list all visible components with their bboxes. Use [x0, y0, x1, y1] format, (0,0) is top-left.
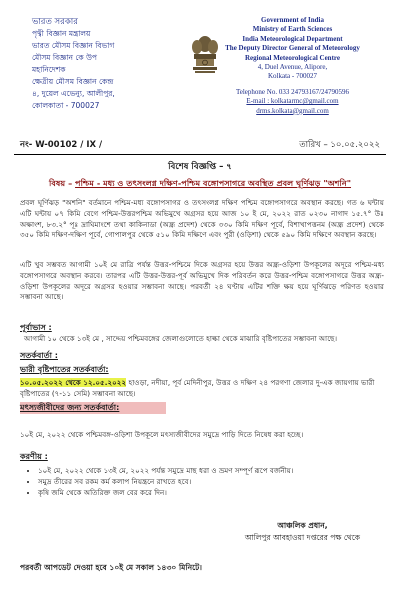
- telephone: Telephone No. 033 24793167/24790596: [235, 87, 350, 96]
- signature-block: [245, 520, 360, 544]
- heavy-rain-text: [20, 378, 384, 400]
- todo-heading: করণীয় :: [20, 452, 48, 461]
- notice-title: বিশেষ বিজ্ঞপ্তি – ৭: [168, 162, 232, 172]
- paragraph-current-position: প্রবল ঘূর্ণিঝড় "অশনি" বর্তমানে পশ্চিম-মধ্য বঙ্গোপসাগর ও তৎসংলগ্ন দক্ষিণ পশ্চিম বঙ্গোপসাগরে অবস্থান করছে। গত ৬ ঘন্টায় এটি ঘন্টায় ০৭ কিমি বেগে পশ্চিম-উত্তরপশ্চিম অভিমুখে অগ্রসর হয়ে আজ ১০ ই মে, ২০২২ রাত ০২৩০ নাগাদ ১৫.৭° উঃ অক্ষাংশ, ৮৩.২° পূঃ দ্রাঘিমাংশে তথা কাকিনাডা (অন্ধ্র প্রদেশ) থেকে ৩৩০ কিমি দক্ষিণ পূর্বে, বিশাখাপত্তনম (অন্ধ্র প্রদেশ) থেকে ৩৫০ কিমি দক্ষিণ-দক্ষিণ পূর্বে, গোপালপুর থেকে ৫১০ কিমি দক্ষিণে এবং পুরী (ওড়িশা) থেকে ৫৯০ কিমি দক্ষিণে অবস্থান করছে।: [20, 198, 384, 240]
- todo-list: [26, 465, 370, 498]
- lh-left-line: মহানিদেশক: [32, 65, 66, 74]
- subject-text: পশ্চিম - মধ্য ও তৎসংলগ্ন দক্ষিণ-পশ্চিম বঙ্গোপসাগরে অবস্থিত প্রবল ঘূর্ণিঝড় "অশনি": [75, 178, 352, 188]
- lh-left-line: কোলকাতা - 700027: [32, 101, 100, 110]
- fishermen-text: ১০ই মে, ২০২২ থেকে পশ্চিমবঙ্গ-ওড়িশা উপকূলে মৎস্যজীবীদের সমুদ্রে পাড়ি দিতে নিষেধ করা হচ্ছে।: [20, 430, 304, 439]
- lh-left-line: ভারত সরকার: [32, 17, 78, 27]
- paragraph-movement: এটি খুব সম্ভবত আগামী ১০ই মে রাত্রি পর্যন্ত উত্তর-পশ্চিমে দিকে অগ্রসর হয়ে উত্তর অন্ধ্র-ওড়িশা উপকূলের অদূরে পশ্চিম-মধ্য বঙ্গোপসাগরে অবস্থান করবে। তারপর এটি উত্তর-উত্তর-পূর্ব অভিমুখে দিক পরিবর্তন করে উত্তর-পশ্চিম বঙ্গোপসাগরে উত্তর অন্ধ্র-ওড়িশা উপকূলের অদূরে অগ্রসর হওয়ার সম্ভাবনা আছে। পরবর্তী ২৪ ঘণ্টায় এটির শক্তি ক্ষয় হয়ে ঘূর্ণিঝড়ে পরিণত হওয়ার সম্ভাবনা আছে।: [20, 260, 384, 302]
- email-link[interactable]: E-mail : kolkatarmc@gmail.com: [246, 97, 339, 106]
- contact-block: [205, 88, 380, 116]
- signature-office: আলিপুর আবহাওয়া দপ্তরের পক্ষ থেকে: [244, 533, 360, 542]
- lh-left-line: ক্ষেত্রীয় মৌসম বিজ্ঞান কেন্দ্র: [32, 77, 114, 86]
- lh-right-line: Government of India: [261, 16, 324, 24]
- forecast-text: আগামী ১০ থেকে ১৩ই মে , সাদ্দেয় পশ্চিমবঙ্গের জেলাগুলোতে হাল্কা থেকে মাঝারি বৃষ্টিপাতের সম্ভাবনা আছে।: [24, 334, 338, 343]
- email-link-secondary[interactable]: drms.kolkata@gmail.com: [256, 106, 329, 115]
- next-update-notice: পরবর্তী আপডেট দেওয়া হবে ১০ই মে সকাল ১৪৩০ মিনিটে।: [20, 563, 203, 572]
- reference-row: [20, 138, 380, 152]
- forecast-heading: পূর্বাভাস :: [20, 323, 52, 332]
- lh-right-line: 4, Duel Avenue, Alipore,: [257, 63, 328, 72]
- warning-heading: সতর্কবার্তা :: [20, 351, 58, 360]
- lh-right-line: Ministry of Earth Sciences: [252, 25, 333, 34]
- reference-date: তারিখ – ১০.০৫.২০২২: [299, 140, 380, 150]
- lh-left-line: পৃথ্বী বিজ্ঞান মন্ত্রালয়: [32, 29, 91, 38]
- lh-left-line: ৪, দুয়েল এভেন্যু, আলীপুর,: [32, 89, 115, 98]
- subject-line: [0, 178, 400, 191]
- todo-item: • কৃষি জমি থেকে অতিরিক্ত জল বের করে দিন।: [38, 487, 370, 498]
- divider: [14, 154, 386, 155]
- lh-right-line: The Deputy Director General of Meteorology: [225, 44, 360, 53]
- lh-left-line: মৌসম বিজ্ঞান কে উপ: [32, 53, 97, 62]
- letterhead-right-english: [205, 16, 380, 116]
- todo-item: • সমুদ্র তীরের সব রকম কর্ম কলাপ নিয়ন্ত্রনে রাখতে হবে।: [38, 476, 370, 487]
- signature-title: আঞ্চলিক প্রধান,: [277, 521, 328, 530]
- heavy-rain-heading: ভারী বৃষ্টিপাতের সতর্কবার্তা:: [20, 365, 109, 374]
- lh-right-line: Kolkata - 700027: [268, 72, 317, 81]
- reference-number: নং- W-00102 / IX /: [20, 140, 103, 150]
- fishermen-heading: মৎস্যজীবীদের জন্য সতর্কবার্তা:: [20, 403, 120, 412]
- todo-item: • ১০ই মে, ২০২২ থেকে ১৩ই মে, ২০২২ পর্যন্ত সমুদ্রে মাছ ধরা ও ভ্রমণ সম্পূর্ণ রূপে বর্জনীয়।: [38, 465, 370, 476]
- heavy-rain-details: হাওড়া, নদীয়া, পূর্ব মেদিনীপুর, উত্তর ও দক্ষিণ ২৪ পরগণা জেলার দু-এক জায়গায় ভারী বৃষ্টিপাতের (৭-১১ সেমি) সম্ভাবনা আছে।: [20, 378, 375, 398]
- lh-left-line: ভারত মৌসম বিজ্ঞান বিভাগ: [32, 41, 115, 50]
- lh-right-line: India Meteorological Department: [242, 34, 343, 43]
- date-range-highlight: ১০.০৫.২০২২ থেকে ১২.০৫.২০২২: [20, 378, 127, 387]
- letterhead: [12, 10, 388, 145]
- letterhead-left-bengali: [32, 16, 152, 112]
- lh-right-line: Regional Meteorological Centre: [245, 53, 340, 62]
- subject-label: বিষয় –: [48, 178, 73, 188]
